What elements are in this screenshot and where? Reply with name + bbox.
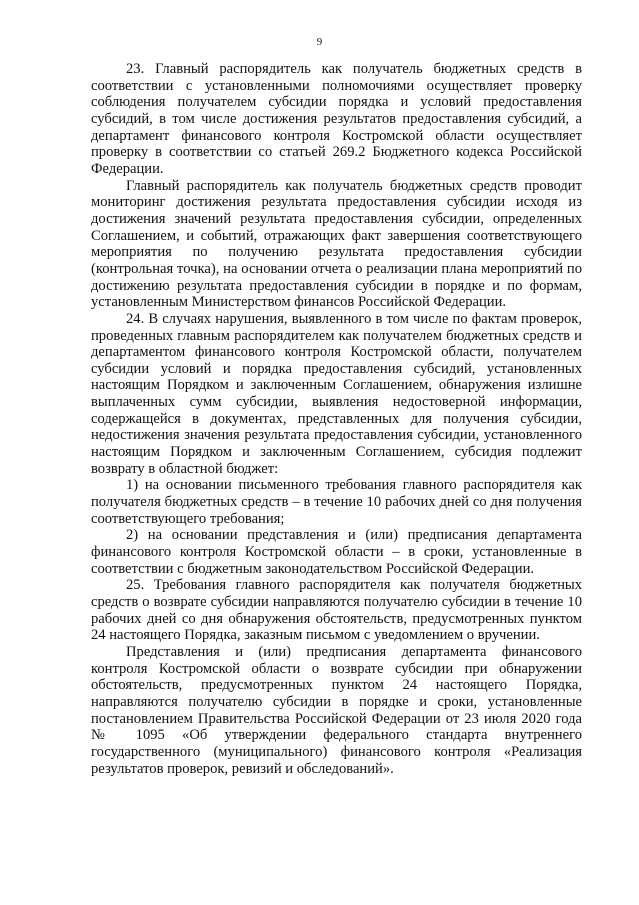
paragraph-23-inspection: 23. Главный распорядитель как получатель бюджетных средств в соответствии с установленными полномочиями осуществляет проверку соблюдения получателем субсидии порядка и условий предоставления субсидий, в том числе достижения результатов предоставления субсидий, а департамент финансового контроля Костромской области осуществляет проверку в соответствии со статьей 269.2 Бюджетного кодекса Российской Федерации. [91, 61, 582, 177]
document-body [91, 61, 582, 777]
paragraph-24-violations: 24. В случаях нарушения, выявленного в том числе по фактам проверок, проведенных главным распорядителем как получателем бюджетных средств и департаментом финансового контроля Костромской области, получателем субсидии условий и порядка предоставления субсидий, установленных настоящим Порядком и заключенным Соглашением, обнаружения излишне выплаченных сумм субсидии, выявления недостоверной информации, содержащейся в документах, представленных для получения субсидии, недостижения значения результата предоставления субсидии, установленного настоящим Порядком и заключенным Соглашением, субсидия подлежит возврату в областной бюджет: [91, 310, 582, 477]
paragraph-prescriptions-delivery: Представления и (или) предписания департамента финансового контроля Костромской области о возврате субсидии при обнаружении обстоятельств, предусмотренных пунктом 24 настоящего Порядка, направляются получателю субсидии в порядке и сроки, установленные постановлением Правительства Российской Федерации от 23 июля 2020 года № 1095 «Об утверждении федерального стандарта внутреннего государственного (муниципального) финансового контроля «Реализация результатов проверок, ревизий и обследований». [91, 643, 582, 777]
paragraph-monitoring: Главный распорядитель как получатель бюджетных средств проводит мониторинг достижения результата предоставления субсидии исходя из достижения значений результата предоставления субсидии, определенных Соглашением, и событий, отражающих факт завершения соответствующего мероприятия по получению результата предоставления субсидии (контрольная точка), на основании отчета о реализации плана мероприятий по достижению результата предоставления субсидии в порядке и по формам, установленным Министерством финансов Российской Федерации. [91, 177, 582, 311]
page-number: 9 [316, 36, 323, 48]
paragraph-25-return-requirements: 25. Требования главного распорядителя как получателя бюджетных средств о возврате субсидии направляются получателю субсидии в течение 10 рабочих дней со дня обнаружения обстоятельств, предусмотренных пунктом 24 настоящего Порядка, заказным письмом с уведомлением о вручении. [91, 577, 582, 644]
list-item-written-requirement: 1) на основании письменного требования главного распорядителя как получателя бюджетных средств – в течение 10 рабочих дней со дня получения соответствующего требования; [91, 477, 582, 527]
list-item-prescription: 2) на основании представления и (или) предписания департамента финансового контроля Костромской области – в сроки, установленные в соответствии с бюджетным законодательством Российской Федерации. [91, 527, 582, 577]
